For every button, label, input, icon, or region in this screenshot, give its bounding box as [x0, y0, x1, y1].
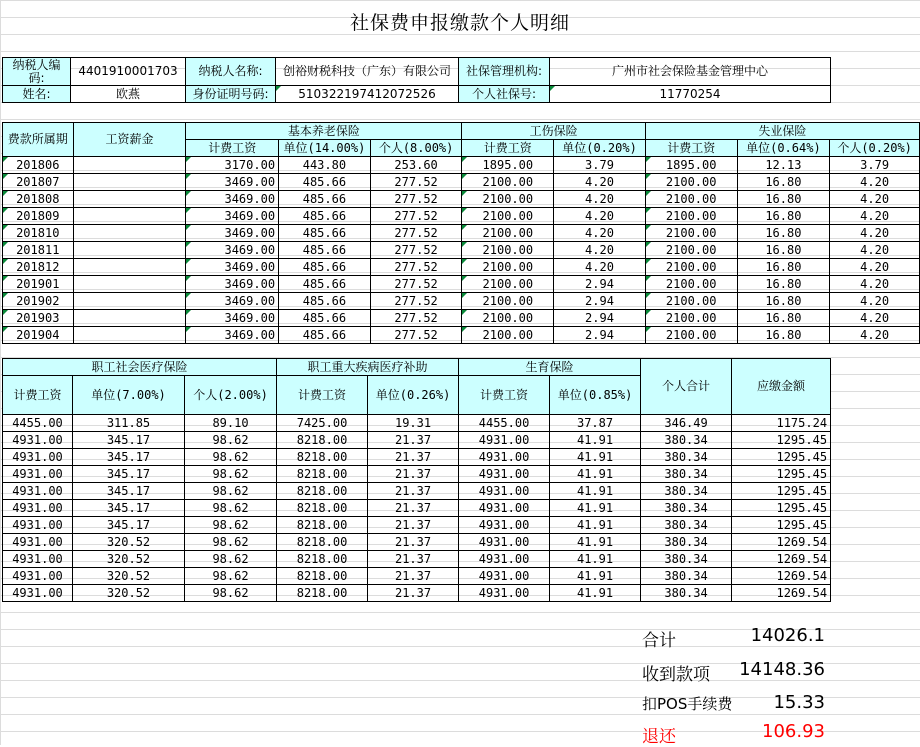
- table-cell[interactable]: 4.20: [830, 174, 920, 191]
- table-cell[interactable]: 16.80: [737, 242, 830, 259]
- header-maternity: 生育保险: [459, 359, 641, 376]
- table-cell[interactable]: 485.66: [279, 276, 371, 293]
- table-cell[interactable]: 21.37: [368, 585, 459, 602]
- table-cell[interactable]: 380.34: [641, 483, 732, 500]
- table-cell[interactable]: 4931.00: [3, 568, 73, 585]
- table-cell[interactable]: 485.66: [279, 310, 371, 327]
- table-cell[interactable]: 320.52: [73, 534, 185, 551]
- table-cell[interactable]: 21.37: [368, 432, 459, 449]
- table-cell[interactable]: 98.62: [185, 432, 277, 449]
- table-cell[interactable]: 8218.00: [277, 500, 368, 517]
- table-cell[interactable]: 8218.00: [277, 483, 368, 500]
- table-cell[interactable]: 277.52: [370, 225, 462, 242]
- table-cell[interactable]: 3469.00: [186, 259, 279, 276]
- subheader: 个人(8.00%): [370, 140, 462, 157]
- subheader: 计费工资: [277, 376, 368, 415]
- table-cell[interactable]: 380.34: [641, 534, 732, 551]
- table-cell[interactable]: 16.80: [737, 191, 830, 208]
- table-cell[interactable]: 380.34: [641, 517, 732, 534]
- table-cell[interactable]: 380.34: [641, 585, 732, 602]
- table-cell[interactable]: 3469.00: [186, 310, 279, 327]
- table-cell[interactable]: 2100.00: [462, 293, 554, 310]
- table-cell[interactable]: 4.20: [554, 208, 646, 225]
- table-cell[interactable]: 4931.00: [3, 585, 73, 602]
- table-cell[interactable]: 4.20: [830, 259, 920, 276]
- table-cell[interactable]: 4.20: [830, 242, 920, 259]
- table-cell[interactable]: 201904: [3, 327, 74, 344]
- subheader: 个人(2.00%): [185, 376, 277, 415]
- table-cell[interactable]: 4931.00: [459, 483, 550, 500]
- table-cell[interactable]: 1175.24: [732, 415, 831, 432]
- header-period: 费款所属期: [3, 123, 74, 157]
- table-cell[interactable]: 4.20: [830, 191, 920, 208]
- table-cell[interactable]: 2100.00: [462, 191, 554, 208]
- header-serious-illness: 职工重大疾病医疗补助: [277, 359, 459, 376]
- table-cell[interactable]: 16.80: [737, 310, 830, 327]
- table-cell[interactable]: 4931.00: [3, 551, 73, 568]
- table-cell[interactable]: 1295.45: [732, 500, 831, 517]
- table-cell[interactable]: 2100.00: [645, 174, 737, 191]
- table-cell[interactable]: 98.62: [185, 483, 277, 500]
- table-cell[interactable]: 4931.00: [459, 534, 550, 551]
- subheader: 单位(0.64%): [737, 140, 830, 157]
- table-cell[interactable]: 21.37: [368, 449, 459, 466]
- id-number-label: 身份证明号码:: [186, 86, 276, 103]
- subheader: 单位(0.20%): [554, 140, 646, 157]
- table-cell[interactable]: 2100.00: [462, 174, 554, 191]
- table-cell[interactable]: 4.20: [830, 293, 920, 310]
- total-label: 合计: [642, 631, 676, 651]
- table-cell[interactable]: 4.20: [830, 327, 920, 344]
- table-cell[interactable]: 277.52: [370, 310, 462, 327]
- table-cell[interactable]: 277.52: [370, 293, 462, 310]
- table-cell[interactable]: 4.20: [554, 191, 646, 208]
- table-cell[interactable]: 277.52: [370, 191, 462, 208]
- table-cell[interactable]: 4455.00: [459, 415, 550, 432]
- table-cell[interactable]: 1295.45: [732, 483, 831, 500]
- received-value: 14148.36: [739, 659, 825, 680]
- table-cell[interactable]: 16.80: [737, 259, 830, 276]
- table-cell[interactable]: 4.20: [554, 259, 646, 276]
- table-cell[interactable]: 345.17: [73, 483, 185, 500]
- table-cell[interactable]: 2100.00: [462, 259, 554, 276]
- table-cell[interactable]: 12.13: [737, 157, 830, 174]
- table-cell[interactable]: 2100.00: [645, 276, 737, 293]
- table-cell[interactable]: 2100.00: [645, 310, 737, 327]
- table-cell[interactable]: 3469.00: [186, 242, 279, 259]
- table-cell[interactable]: 2.94: [554, 293, 646, 310]
- table-cell[interactable]: 4.20: [554, 242, 646, 259]
- table-cell[interactable]: 345.17: [73, 500, 185, 517]
- table-cell[interactable]: 37.87: [550, 415, 641, 432]
- table-cell[interactable]: 4.20: [554, 225, 646, 242]
- subheader: 单位(7.00%): [73, 376, 185, 415]
- table-cell[interactable]: 485.66: [279, 259, 371, 276]
- table-cell[interactable]: 3469.00: [186, 276, 279, 293]
- subheader: 单位(0.85%): [550, 376, 641, 415]
- table-cell[interactable]: 253.60: [370, 157, 462, 174]
- table-cell[interactable]: 380.34: [641, 551, 732, 568]
- table-cell[interactable]: 4931.00: [3, 466, 73, 483]
- subheader: 单位(0.26%): [368, 376, 459, 415]
- table-cell[interactable]: 201901: [3, 276, 74, 293]
- header-amount-due: 应缴金额: [732, 359, 831, 415]
- table-cell[interactable]: 8218.00: [277, 534, 368, 551]
- table-cell[interactable]: 2.94: [554, 327, 646, 344]
- table-cell[interactable]: 380.34: [641, 500, 732, 517]
- header-pension: 基本养老保险: [186, 123, 462, 140]
- pos-fee-label: 扣POS手续费: [642, 695, 733, 713]
- table-cell[interactable]: 443.80: [279, 157, 371, 174]
- table-cell[interactable]: 485.66: [279, 208, 371, 225]
- table-cell[interactable]: 485.66: [279, 327, 371, 344]
- table-cell[interactable]: 4.20: [830, 208, 920, 225]
- table-cell[interactable]: 41.91: [550, 551, 641, 568]
- table-cell[interactable]: 8218.00: [277, 585, 368, 602]
- table-cell[interactable]: 485.66: [279, 225, 371, 242]
- table-cell[interactable]: 201807: [3, 174, 74, 191]
- header-personal-total: 个人合计: [641, 359, 732, 415]
- table-cell[interactable]: 16.80: [737, 276, 830, 293]
- table-cell[interactable]: 98.62: [185, 585, 277, 602]
- table-cell[interactable]: 2.94: [554, 310, 646, 327]
- table-cell[interactable]: 41.91: [550, 432, 641, 449]
- table-cell[interactable]: 1895.00: [462, 157, 554, 174]
- table-cell[interactable]: 1295.45: [732, 517, 831, 534]
- table-cell[interactable]: 41.91: [550, 483, 641, 500]
- table-cell[interactable]: 277.52: [370, 276, 462, 293]
- table-cell[interactable]: 485.66: [279, 174, 371, 191]
- table-cell[interactable]: 3469.00: [186, 327, 279, 344]
- table-cell[interactable]: 3.79: [830, 157, 920, 174]
- table-cell[interactable]: 8218.00: [277, 432, 368, 449]
- header-injury: 工伤保险: [462, 123, 645, 140]
- table-cell[interactable]: 380.34: [641, 449, 732, 466]
- table-cell[interactable]: 4931.00: [3, 483, 73, 500]
- table-cell[interactable]: 16.80: [737, 174, 830, 191]
- table-cell[interactable]: 3469.00: [186, 174, 279, 191]
- subheader: 计费工资: [186, 140, 279, 157]
- table-cell[interactable]: 2100.00: [645, 327, 737, 344]
- table-cell[interactable]: 4931.00: [3, 517, 73, 534]
- table-cell[interactable]: 41.91: [550, 517, 641, 534]
- table-cell[interactable]: 4931.00: [459, 466, 550, 483]
- table-cell[interactable]: 485.66: [279, 242, 371, 259]
- table-cell[interactable]: 2100.00: [462, 242, 554, 259]
- table-cell[interactable]: 201903: [3, 310, 74, 327]
- table-cell[interactable]: 4931.00: [3, 432, 73, 449]
- table-cell[interactable]: 1269.54: [732, 568, 831, 585]
- table-cell[interactable]: 41.91: [550, 585, 641, 602]
- table-cell[interactable]: 8218.00: [277, 517, 368, 534]
- taxpayer-name-value[interactable]: 创裕财税科技（广东）有限公司: [276, 58, 459, 86]
- table-cell[interactable]: 21.37: [368, 568, 459, 585]
- table-cell[interactable]: 2100.00: [645, 242, 737, 259]
- table-cell[interactable]: 4.20: [830, 225, 920, 242]
- table-cell[interactable]: 19.31: [368, 415, 459, 432]
- table-cell[interactable]: 1269.54: [732, 585, 831, 602]
- table-cell[interactable]: 21.37: [368, 551, 459, 568]
- table-cell[interactable]: 4931.00: [459, 432, 550, 449]
- table-cell[interactable]: 380.34: [641, 568, 732, 585]
- table-cell[interactable]: 201812: [3, 259, 74, 276]
- table-cell[interactable]: 2100.00: [645, 191, 737, 208]
- table-cell[interactable]: 98.62: [185, 551, 277, 568]
- table-cell[interactable]: 320.52: [73, 585, 185, 602]
- table-cell[interactable]: 311.85: [73, 415, 185, 432]
- header-salary: 工资薪金: [73, 123, 186, 157]
- subheader: 计费工资: [645, 140, 737, 157]
- table-cell[interactable]: 1269.54: [732, 551, 831, 568]
- table-cell[interactable]: 2100.00: [462, 327, 554, 344]
- table-cell[interactable]: 3469.00: [186, 225, 279, 242]
- table-cell[interactable]: 98.62: [185, 500, 277, 517]
- table-cell[interactable]: 320.52: [73, 568, 185, 585]
- table-cell[interactable]: 21.37: [368, 534, 459, 551]
- table-cell[interactable]: 16.80: [737, 293, 830, 310]
- table-cell[interactable]: 201808: [3, 191, 74, 208]
- agency-value[interactable]: 广州市社会保险基金管理中心: [550, 58, 831, 86]
- table-cell[interactable]: 3469.00: [186, 293, 279, 310]
- table-cell[interactable]: 4931.00: [3, 500, 73, 517]
- table-cell[interactable]: 345.17: [73, 517, 185, 534]
- table-cell[interactable]: 277.52: [370, 174, 462, 191]
- table-cell[interactable]: 1295.45: [732, 432, 831, 449]
- table-cell[interactable]: 485.66: [279, 293, 371, 310]
- table-cell[interactable]: 98.62: [185, 568, 277, 585]
- subheader: 个人(0.20%): [830, 140, 920, 157]
- table-cell[interactable]: 1895.00: [645, 157, 737, 174]
- taxpayer-name-label: 纳税人名称:: [186, 58, 276, 86]
- table-cell[interactable]: 277.52: [370, 208, 462, 225]
- table-cell[interactable]: 2100.00: [462, 225, 554, 242]
- table-cell[interactable]: 345.17: [73, 432, 185, 449]
- table-cell[interactable]: 4931.00: [459, 568, 550, 585]
- table-cell[interactable]: 4931.00: [459, 449, 550, 466]
- table-cell[interactable]: 4.20: [830, 276, 920, 293]
- table-cell[interactable]: 16.80: [737, 208, 830, 225]
- table-cell[interactable]: 21.37: [368, 466, 459, 483]
- header-medical: 职工社会医疗保险: [3, 359, 277, 376]
- name-label: 姓名:: [3, 86, 71, 103]
- table-cell[interactable]: 98.62: [185, 517, 277, 534]
- table-cell[interactable]: 345.17: [73, 466, 185, 483]
- id-number-value[interactable]: 510322197412072526: [276, 86, 459, 103]
- table-cell[interactable]: 1295.45: [732, 466, 831, 483]
- table-cell[interactable]: 346.49: [641, 415, 732, 432]
- table-cell[interactable]: 1295.45: [732, 449, 831, 466]
- ss-no-value[interactable]: 11770254: [550, 86, 831, 103]
- table-cell[interactable]: 41.91: [550, 534, 641, 551]
- table-cell[interactable]: 41.91: [550, 568, 641, 585]
- table-cell[interactable]: 201806: [3, 157, 74, 174]
- table-cell[interactable]: 89.10: [185, 415, 277, 432]
- table-cell[interactable]: 4931.00: [3, 449, 73, 466]
- table-cell[interactable]: 3.79: [554, 157, 646, 174]
- table-cell[interactable]: 4931.00: [459, 500, 550, 517]
- table-cell[interactable]: 2100.00: [645, 225, 737, 242]
- table-cell[interactable]: 21.37: [368, 500, 459, 517]
- table-cell[interactable]: 380.34: [641, 466, 732, 483]
- refund-label: 退还: [642, 727, 676, 747]
- table-cell[interactable]: 98.62: [185, 449, 277, 466]
- table-cell[interactable]: 485.66: [279, 191, 371, 208]
- taxpayer-id-label: 纳税人编码:: [3, 58, 71, 86]
- table-cell[interactable]: 3469.00: [186, 208, 279, 225]
- header-unemployment: 失业保险: [645, 123, 919, 140]
- table-cell[interactable]: 8218.00: [277, 551, 368, 568]
- table-cell[interactable]: 8218.00: [277, 449, 368, 466]
- table-cell[interactable]: 8218.00: [277, 568, 368, 585]
- page-title: 社保费申报缴款个人明细: [349, 12, 570, 34]
- pos-fee-value: 15.33: [773, 692, 825, 713]
- ss-no-label: 个人社保号:: [459, 86, 550, 103]
- table-cell[interactable]: 41.91: [550, 500, 641, 517]
- table-cell[interactable]: 16.80: [737, 225, 830, 242]
- table-cell[interactable]: 3469.00: [186, 191, 279, 208]
- table-cell[interactable]: 2100.00: [462, 276, 554, 293]
- table-cell[interactable]: 4931.00: [459, 517, 550, 534]
- table-cell[interactable]: 201809: [3, 208, 74, 225]
- table-cell[interactable]: 41.91: [550, 466, 641, 483]
- table-cell[interactable]: 345.17: [73, 449, 185, 466]
- received-label: 收到款项: [642, 665, 710, 685]
- table-cell[interactable]: 41.91: [550, 449, 641, 466]
- table-cell[interactable]: 98.62: [185, 534, 277, 551]
- table-cell[interactable]: 2.94: [554, 276, 646, 293]
- table-cell[interactable]: 4.20: [830, 310, 920, 327]
- name-value[interactable]: 欧燕: [71, 86, 186, 103]
- table-cell[interactable]: 2100.00: [645, 293, 737, 310]
- table-cell[interactable]: 98.62: [185, 466, 277, 483]
- total-value: 14026.1: [750, 625, 825, 646]
- subheader: 计费工资: [462, 140, 554, 157]
- agency-label: 社保管理机构:: [459, 58, 550, 86]
- table-cell[interactable]: 277.52: [370, 242, 462, 259]
- table-cell[interactable]: 16.80: [737, 327, 830, 344]
- table-cell[interactable]: 4455.00: [3, 415, 73, 432]
- taxpayer-id-value[interactable]: 4401910001703: [71, 58, 186, 86]
- table-cell[interactable]: 277.52: [370, 259, 462, 276]
- subheader: 单位(14.00%): [279, 140, 371, 157]
- table-cell[interactable]: 2100.00: [645, 208, 737, 225]
- table-cell[interactable]: 1269.54: [732, 534, 831, 551]
- subheader: 计费工资: [3, 376, 73, 415]
- table-cell[interactable]: 4931.00: [3, 534, 73, 551]
- subheader: 计费工资: [459, 376, 550, 415]
- table-cell[interactable]: 2100.00: [462, 208, 554, 225]
- table-cell[interactable]: 2100.00: [645, 259, 737, 276]
- table-cell[interactable]: 8218.00: [277, 466, 368, 483]
- table-cell[interactable]: 7425.00: [277, 415, 368, 432]
- table-cell[interactable]: 277.52: [370, 327, 462, 344]
- table-cell[interactable]: 2100.00: [462, 310, 554, 327]
- table-cell[interactable]: 201811: [3, 242, 74, 259]
- table-cell[interactable]: 4931.00: [459, 585, 550, 602]
- table-cell[interactable]: 21.37: [368, 483, 459, 500]
- table-cell[interactable]: 4931.00: [459, 551, 550, 568]
- table-cell[interactable]: 320.52: [73, 551, 185, 568]
- table-cell[interactable]: 21.37: [368, 517, 459, 534]
- table-cell[interactable]: 201810: [3, 225, 74, 242]
- refund-value: 106.93: [762, 721, 825, 742]
- table-cell[interactable]: 3170.00: [186, 157, 279, 174]
- table-cell[interactable]: 4.20: [554, 174, 646, 191]
- table-cell[interactable]: 380.34: [641, 432, 732, 449]
- table-cell[interactable]: 201902: [3, 293, 74, 310]
